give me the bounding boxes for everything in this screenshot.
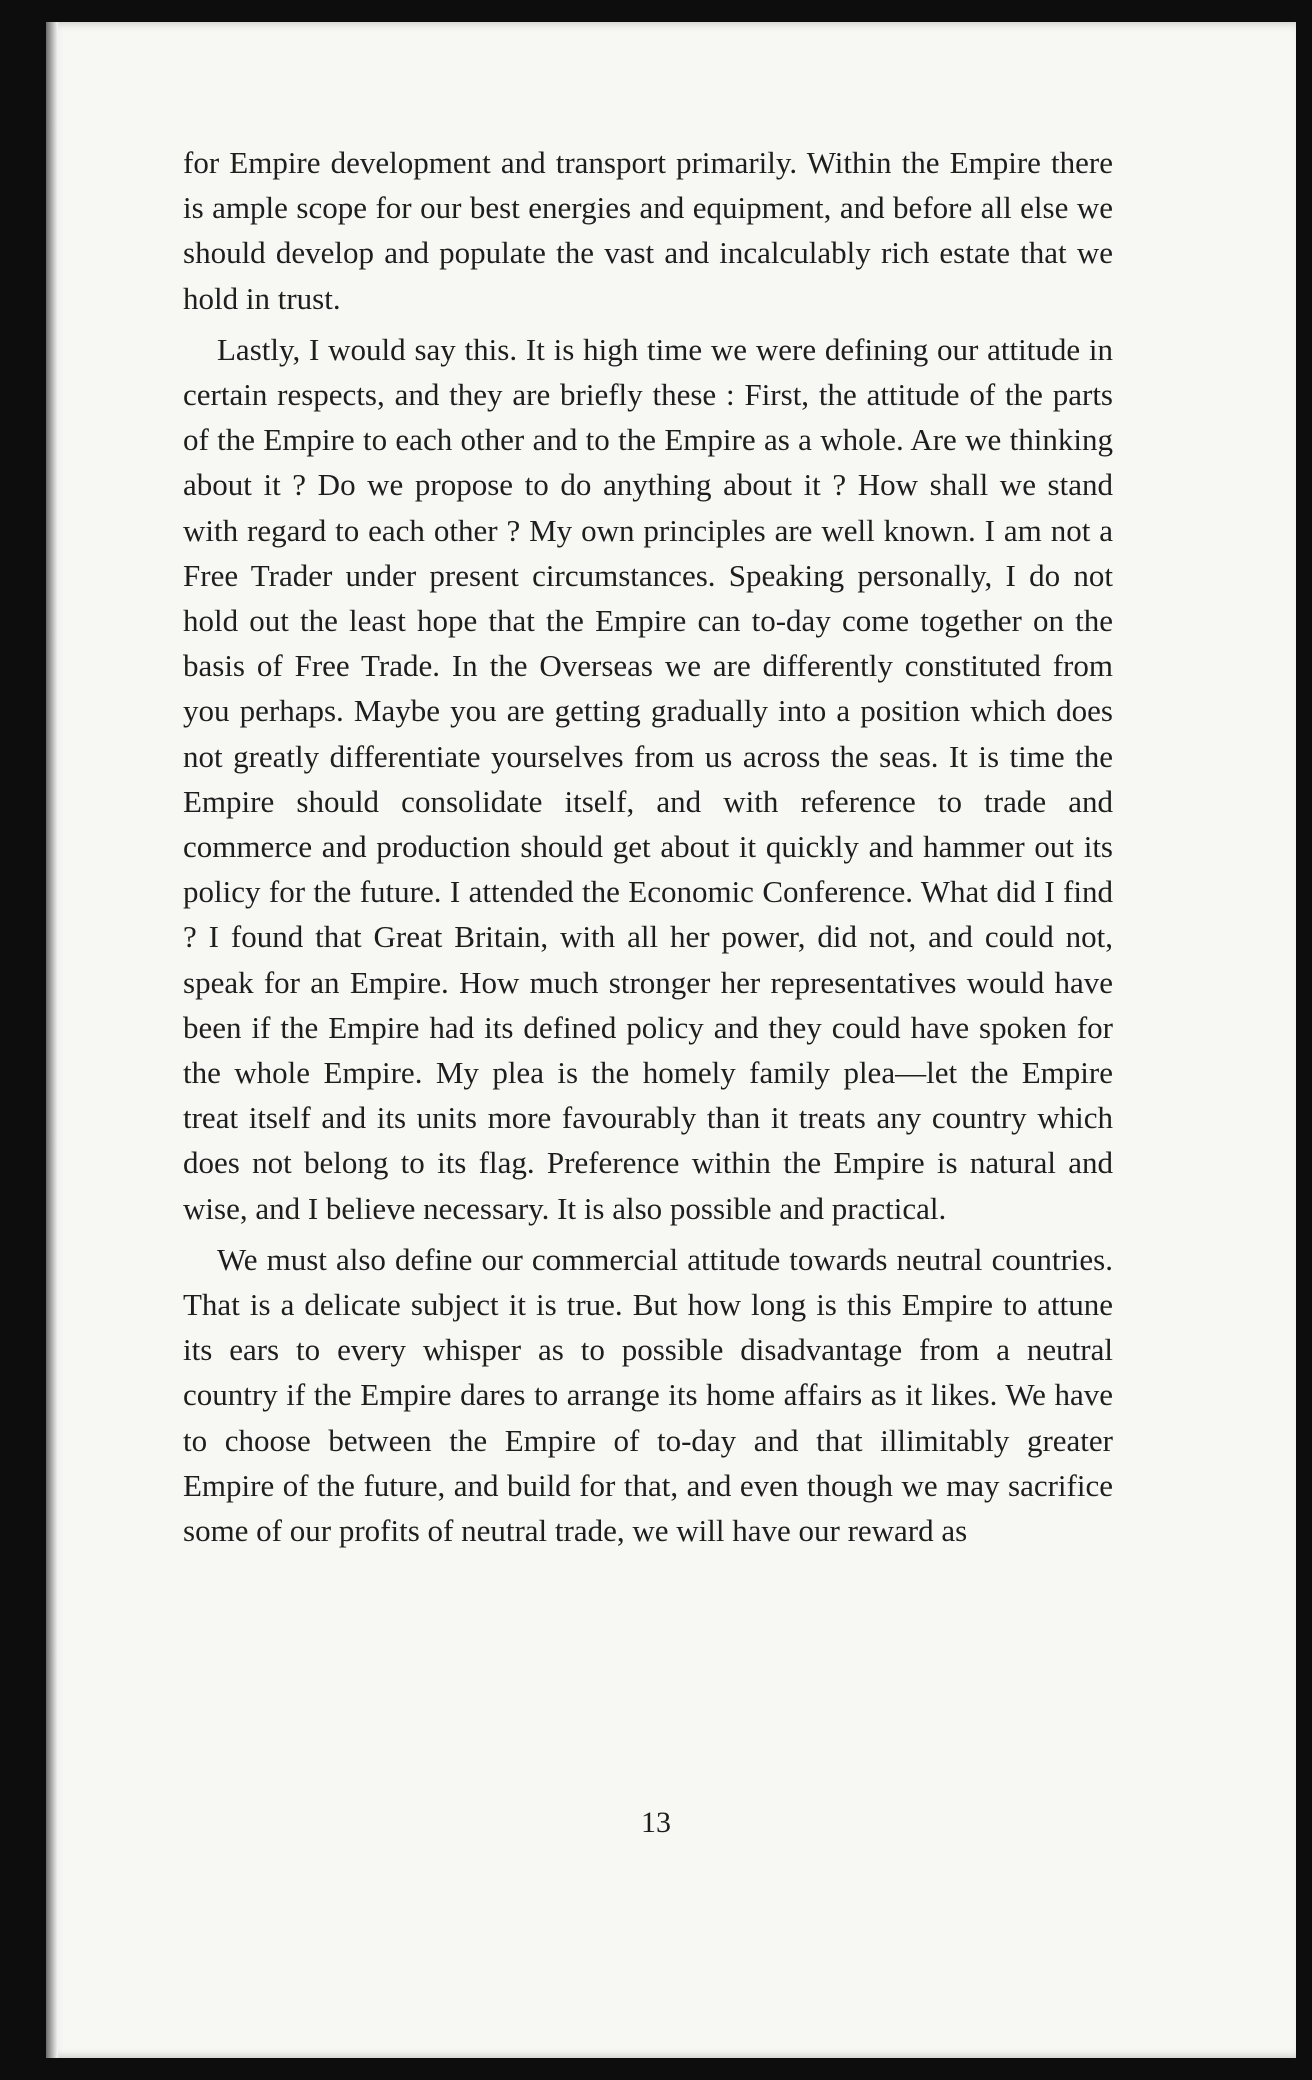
body-text: [183, 140, 1113, 1553]
paragraph-continued: for Empire development and transport primarily. Within the Empire there is ample scope for our best energies and equipment, and before all else we should develop and populate the vast and incalculably rich estate that we hold in trust.: [183, 145, 1113, 316]
page-binding-edge: [46, 22, 58, 2058]
paragraph-lastly: Lastly, I would say this. It is high time we were defining our attitude in certain respects, and they are briefly these : First, the attitude of the parts of the Empire to each other and to the Empire as a whole. Are we thinking about it ? Do we propose to do anything about it ? How shall we stand with regard to each other ? My own principles are well known. I am not a Free Trader under present circumstances. Speaking personally, I do not hold out the least hope that the Empire can to-day come together on the basis of Free Trade. In the Overseas we are differently constituted from you perhaps. Maybe you are getting gradually into a position which does not greatly differentiate yourselves from us across the seas. It is time the Empire should consolidate itself, and with reference to trade and commerce and production should get about it quickly and hammer out its policy for the future. I attended the Economic Conference. What did I find ? I found that Great Britain, with all her power, did not, and could not, speak for an Empire. How much stronger her representatives would have been if the Empire had its defined policy and they could have spoken for the whole Empire. My plea is the homely family plea—let the Empire treat itself and its units more favourably than it treats any country which does not belong to its flag. Preference within the Empire is natural and wise, and I believe necessary. It is also possible and practical.: [183, 331, 1113, 1226]
page-number: 13: [641, 1806, 671, 1839]
paragraph-neutral-countries: We must also define our commercial attitude towards neutral countries. That is a delicate subject it is true. But how long is this Empire to attune its ears to every whisper as to possible disadvantage from a neutral country if the Empire dares to arrange its home affairs as it likes. We have to choose between the Empire of to-day and that illimitably greater Empire of the future, and build for that, and even though we may sacrifice some of our profits of neutral trade, we will have our reward as: [183, 1241, 1113, 1549]
